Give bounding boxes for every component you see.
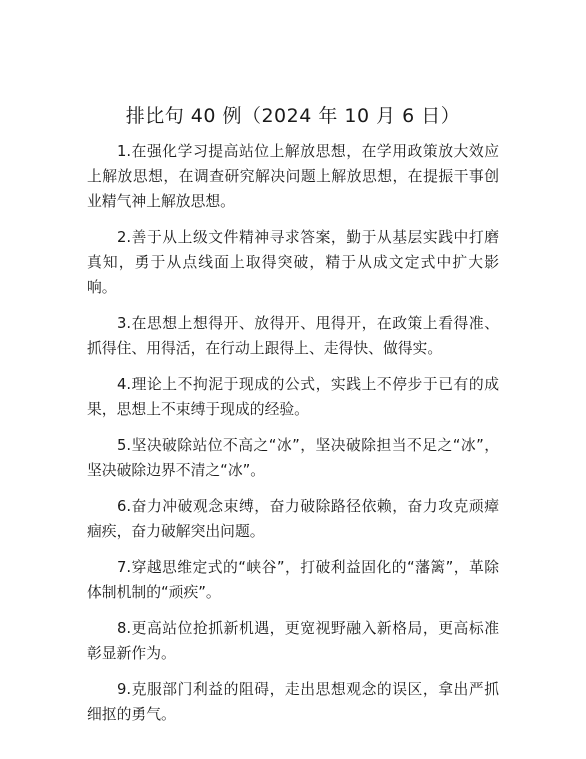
paragraph-item-7: 7.穿越思维定式的“峡谷”，打破利益固化的“藩篱”，革除体制机制的“顽疾”。 — [87, 559, 499, 601]
paragraph-item-5: 5.坚决破除站位不高之“冰”，坚决破除担当不足之“冰”，坚决破除边界不清之“冰”。 — [87, 437, 499, 479]
paragraph-item-3: 3.在思想上想得开、放得开、甩得开，在政策上看得准、抓得住、用得活，在行动上跟得上、走得快、做得实。 — [87, 315, 499, 357]
paragraph-item-6: 6.奋力冲破观念束缚，奋力破除路径依赖，奋力攻克顽瘴痼疾，奋力破解突出问题。 — [87, 498, 499, 540]
paragraph-item-1: 1.在强化学习提高站位上解放思想，在学用政策放大效应上解放思想，在调查研究解决问题上解放思想，在提振干事创业精气神上解放思想。 — [87, 143, 499, 210]
paragraph-item-8: 8.更高站位抢抓新机遇，更宽视野融入新格局，更高标准彰显新作为。 — [87, 620, 499, 662]
document-title: 排比句 40 例（2024 年 10 月 6 日） — [125, 105, 461, 127]
paragraph-item-4: 4.理论上不拘泥于现成的公式，实践上不停步于已有的成果，思想上不束缚于现成的经验。 — [87, 376, 499, 418]
paragraph-item-9: 9.克服部门利益的阻碍，走出思想观念的误区，拿出严抓细抠的勇气。 — [87, 681, 499, 723]
paragraph-item-2: 2.善于从上级文件精神寻求答案，勤于从基层实践中打磨真知，勇于从点线面上取得突破，精于从成文定式中扩大影响。 — [87, 229, 499, 296]
paragraph-list — [87, 139, 499, 738]
